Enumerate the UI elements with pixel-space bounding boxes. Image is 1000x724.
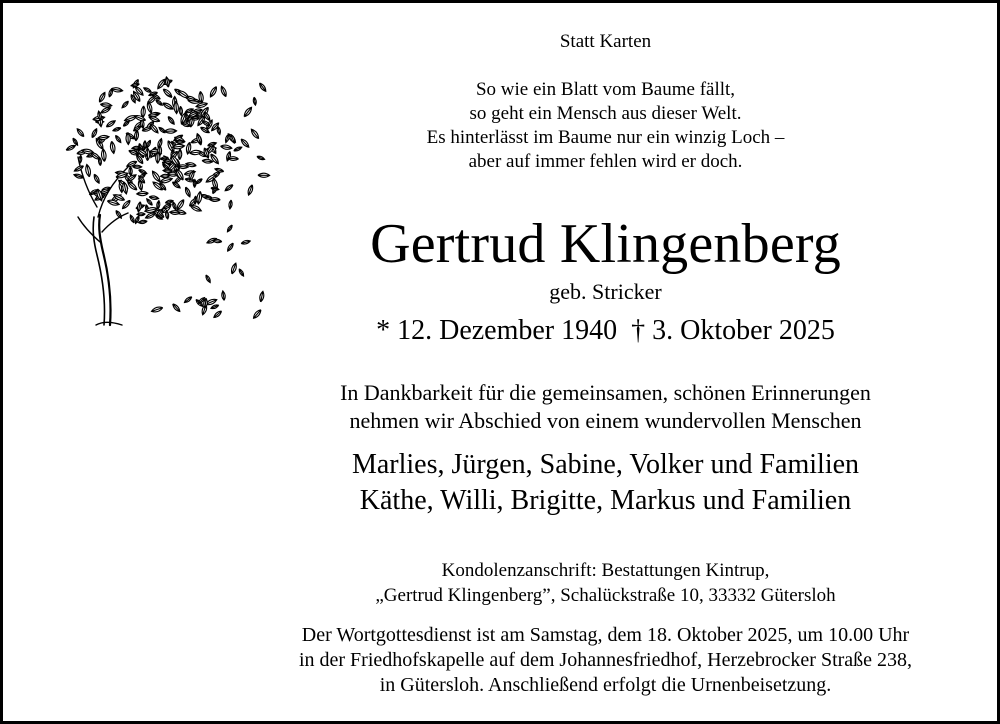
poem-line: So wie ein Blatt vom Baume fällt, — [475, 79, 736, 100]
life-dates-text: * 12. Dezember 1940 † 3. Oktober 2025 — [376, 315, 835, 346]
deceased-name — [243, 211, 968, 277]
deceased-name-text: Gertrud Klingenberg — [370, 213, 841, 275]
poem — [243, 78, 968, 174]
family-line: Marlies, Jürgen, Sabine, Volker und Familien — [351, 449, 860, 480]
life-dates — [243, 313, 968, 349]
poem-line: aber auf immer fehlen wird er doch. — [468, 151, 743, 172]
condolence-line: Kondolenzanschrift: Bestattungen Kintrup, — [441, 560, 770, 581]
thanks-line: nehmen wir Abschied von einem wundervollen Menschen — [349, 408, 862, 433]
condolence-address — [243, 558, 968, 608]
family-line: Käthe, Willi, Brigitte, Markus und Familien — [359, 485, 852, 516]
service-line: in Gütersloh. Anschließend erfolgt die Urnenbeisetzung. — [379, 674, 832, 696]
maiden-name-text: geb. Stricker — [549, 279, 662, 304]
service-line: Der Wortgottesdienst ist am Samstag, dem 18. Oktober 2025, um 10.00 Uhr — [301, 624, 910, 646]
header-statt-karten — [243, 30, 968, 54]
header-text: Statt Karten — [559, 31, 652, 52]
service-line: in der Friedhofskapelle auf dem Johannesfriedhof, Herzebrocker Straße 238, — [298, 649, 913, 671]
thanks-text — [243, 379, 968, 435]
service-info — [243, 623, 968, 698]
condolence-line: „Gertrud Klingenberg”, Schalückstraße 10, 33332 Gütersloh — [375, 585, 836, 606]
poem-line: so geht ein Mensch aus dieser Welt. — [469, 103, 742, 124]
thanks-line: In Dankbarkeit für die gemeinsamen, schönen Erinnerungen — [340, 380, 871, 405]
maiden-name — [243, 277, 968, 307]
family-names — [243, 447, 968, 519]
poem-line: Es hinterlässt im Baume nur ein winzig Loch – — [426, 127, 785, 148]
